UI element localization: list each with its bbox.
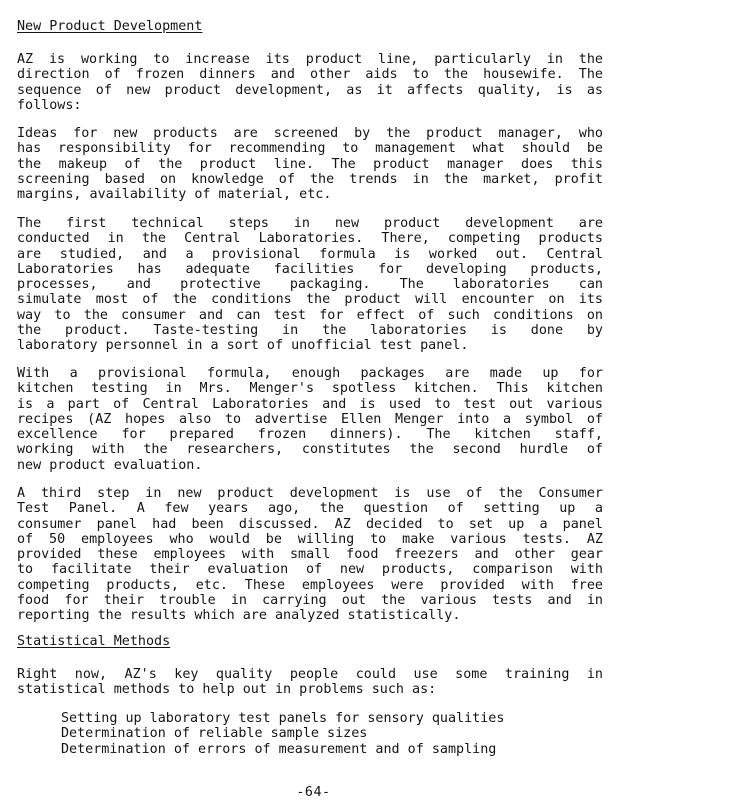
paragraph-line: way to the consumer and can test for effect of such conditions on (17, 307, 603, 323)
paragraph-line: new product evaluation. (17, 457, 203, 473)
list-item: Determination of errors of measurement and of sampling (61, 741, 497, 757)
paragraph-line: sequence of new product development, as it affects quality, is as (17, 82, 603, 98)
paragraph-line: of 50 employees who would be willing to make various tests. AZ (17, 531, 603, 547)
paragraph-line: statistical methods to help out in problems such as: (17, 682, 437, 698)
paragraph-line: the product. Taste-testing in the laboratories is done by (17, 323, 603, 339)
page-number: -64- (296, 785, 331, 800)
paragraph-technical-steps (17, 216, 603, 354)
paragraph-line: provided these employees with small food freezers and other gear (17, 547, 603, 563)
paragraph-line: screening based on knowledge of the trends in the market, profit (17, 171, 603, 187)
list-item: Setting up laboratory test panels for sensory qualities (61, 711, 505, 726)
paragraph-line: working with the researchers, constitutes the second hurdle of (17, 442, 603, 458)
list-item: Determination of reliable sample sizes (61, 726, 368, 742)
paragraph-line: Ideas for new products are screened by the product manager, who (17, 126, 603, 141)
paragraph-statistical-intro (17, 667, 603, 698)
paragraph-consumer-test-panel (17, 486, 603, 624)
paragraph-line: A third step in new product development is use of the Consumer (17, 486, 603, 501)
paragraph-intro (17, 52, 603, 113)
paragraph-line: the makeup of the product line. The product manager does this (17, 156, 603, 172)
paragraph-line: Right now, AZ's key quality people could use some training in (17, 667, 603, 682)
paragraph-line: AZ is working to increase its product line, particularly in the (17, 52, 603, 67)
section-heading-new-product-development: New Product Development (17, 19, 203, 34)
paragraph-line: excellence for prepared frozen dinners). The kitchen staff, (17, 427, 603, 443)
training-topics-list (61, 711, 504, 757)
paragraph-line: simulate most of the conditions the product will encounter on its (17, 292, 603, 308)
paragraph-line: margins, availability of material, etc. (17, 187, 332, 203)
paragraph-line: Laboratories has adequate facilities for developing products, (17, 261, 603, 277)
paragraph-line: consumer panel had been discussed. AZ decided to set up a panel (17, 516, 603, 532)
paragraph-line: has responsibility for recommending to management what should be (17, 141, 603, 157)
paragraph-line: Test Panel. A few years ago, the question of setting up a (17, 501, 603, 517)
paragraph-line: processes, and protective packaging. The laboratories can (17, 277, 603, 293)
paragraph-line: laboratory personnel in a sort of unofficial test panel. (17, 338, 469, 354)
paragraph-line: to facilitate their evaluation of new products, comparison with (17, 562, 603, 578)
paragraph-kitchen-testing (17, 366, 603, 473)
paragraph-line: are studied, and a provisional formula is worked out. Central (17, 246, 603, 262)
section-heading-statistical-methods: Statistical Methods (17, 634, 171, 649)
paragraph-line: is a part of Central Laboratories and is used to test out various (17, 396, 603, 412)
paragraph-line: competing products, etc. These employees were provided with free (17, 577, 603, 593)
paragraph-line: food for their trouble in carrying out the various tests and in (17, 593, 603, 609)
paragraph-line: reporting the results which are analyzed statistically. (17, 608, 461, 624)
paragraph-line: follows: (17, 97, 82, 113)
paragraph-line: The first technical steps in new product development are (17, 216, 603, 231)
paragraph-idea-screening (17, 126, 603, 202)
paragraph-line: kitchen testing in Mrs. Menger's spotless kitchen. This kitchen (17, 381, 603, 397)
paragraph-line: conducted in the Central Laboratories. There, competing products (17, 231, 603, 247)
paragraph-line: recipes (AZ hopes also to advertise Ellen Menger into a symbol of (17, 411, 603, 427)
paragraph-line: direction of frozen dinners and other aids to the housewife. The (17, 67, 603, 83)
paragraph-line: With a provisional formula, enough packages are made up for (17, 366, 603, 381)
